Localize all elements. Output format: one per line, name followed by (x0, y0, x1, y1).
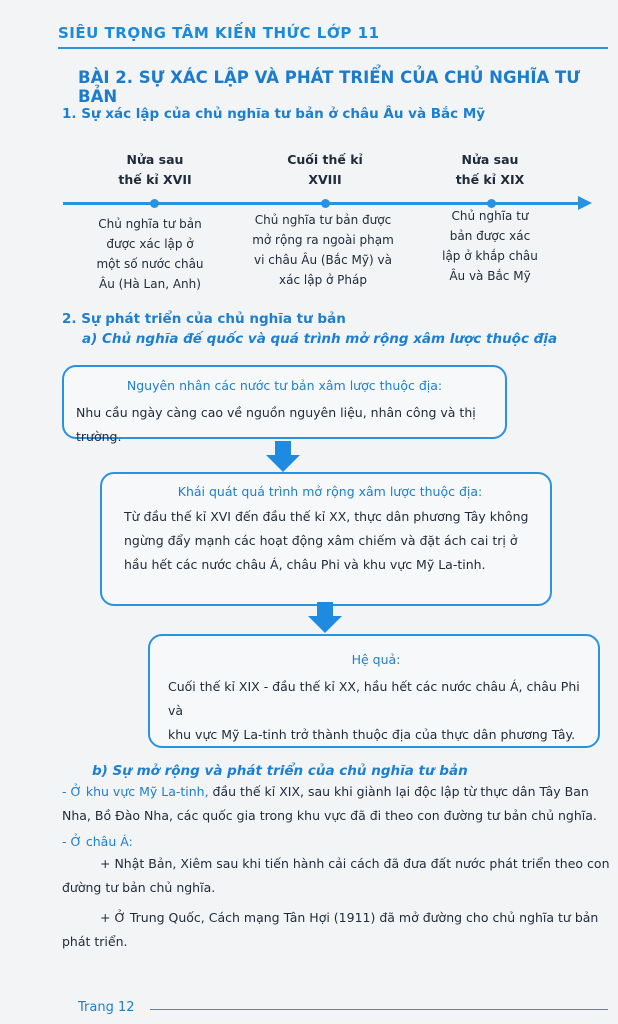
header-rule (58, 47, 608, 49)
china-line2: phát triển. (62, 934, 128, 949)
timeline-desc-line: Chủ nghĩa tư (451, 209, 529, 223)
latin-america-text: đầu thế kỉ XIX, sau khi giành lại độc lập từ thực dân Tây Ban (208, 784, 589, 799)
timeline-arrow-head (578, 196, 592, 210)
latin-america-paragraph (62, 780, 612, 828)
latin-america-text-line2: Nha, Bồ Đào Nha, các quốc gia trong khu vực đã đi theo con đường tư bản chủ nghĩa. (62, 808, 597, 823)
timeline-label (420, 150, 560, 190)
timeline-description (425, 206, 555, 286)
timeline-label (85, 150, 225, 190)
timeline-label-line: thế kỉ XVII (118, 172, 192, 187)
process-box (100, 472, 552, 606)
timeline-label (255, 150, 395, 190)
timeline-desc-line: Âu (Hà Lan, Anh) (99, 277, 201, 291)
timeline-desc-line: Chủ nghĩa tư bản (98, 217, 202, 231)
process-box-body-line: Từ đầu thế kỉ XVI đến đầu thế kỉ XX, thực dân phương Tây không (124, 509, 529, 524)
japan-siam-line1: + Nhật Bản, Xiêm sau khi tiến hành cải cách đã đưa đất nước phát triển theo con (100, 856, 610, 871)
consequence-box-body-line: Cuối thế kỉ XIX - đầu thế kỉ XX, hầu hết các nước châu Á, châu Phi và (168, 679, 580, 718)
process-box-body-line: ngừng đẩy mạnh các hoạt động xâm chiếm và đặt ách cai trị ở (124, 533, 518, 548)
timeline-desc-line: xác lập ở Pháp (279, 273, 367, 287)
consequence-box (148, 634, 600, 748)
latin-america-lead: - Ở khu vực Mỹ La-tinh, (62, 784, 209, 799)
timeline-desc-line: một số nước châu (96, 257, 204, 271)
timeline-label-line: Nửa sau (461, 152, 519, 167)
process-box-body-line: hầu hết các nước châu Á, châu Phi và khu vực Mỹ La-tinh. (124, 557, 486, 572)
timeline-desc-line: Âu và Bắc Mỹ (449, 269, 531, 283)
timeline-desc-line: bản được xác (449, 229, 531, 243)
cause-box-title: Nguyên nhân các nước tư bản xâm lược thuộc địa: (126, 378, 443, 393)
process-box-title: Khái quát quá trình mở rộng xâm lược thuộc địa: (177, 484, 483, 499)
section-1-heading: 1. Sự xác lập của chủ nghĩa tư bản ở châu Âu và Bắc Mỹ (62, 106, 486, 122)
timeline-dot (321, 199, 330, 208)
consequence-box-title: Hệ quả: (351, 652, 401, 667)
consequence-box-body-line: khu vực Mỹ La-tinh trở thành thuộc địa của thực dân phương Tây. (168, 727, 576, 742)
timeline-label-line: Nửa sau (126, 152, 184, 167)
timeline-desc-line: Chủ nghĩa tư bản được (254, 213, 392, 227)
japan-siam-paragraph (62, 852, 612, 900)
cause-box-body: Nhu cầu ngày càng cao về nguồn nguyên liệu, nhân công và thị trường. (76, 405, 476, 444)
japan-siam-line2: đường tư bản chủ nghĩa. (62, 880, 216, 895)
timeline-description (65, 214, 235, 294)
cause-box (62, 365, 507, 444)
china-paragraph (62, 906, 612, 954)
subsection-a-heading: a) Chủ nghĩa đế quốc và quá trình mở rộng xâm lược thuộc địa (82, 331, 558, 347)
timeline-desc-line: vi châu Âu (Bắc Mỹ) và (254, 253, 392, 267)
timeline-desc-line: được xác lập ở (106, 237, 194, 251)
timeline-desc-line: mở rộng ra ngoài phạm (252, 233, 394, 247)
section-2-heading: 2. Sự phát triển của chủ nghĩa tư bản (62, 311, 346, 327)
asia-lead: - Ở châu Á: (62, 834, 133, 849)
running-header-title: SIÊU TRỌNG TÂM KIẾN THỨC LỚP 11 (58, 24, 380, 42)
subsection-b-heading: b) Sự mở rộng và phát triển của chủ nghĩa tư bản (92, 763, 468, 779)
timeline-label-line: XVIII (308, 172, 342, 187)
page-number: Trang 12 (78, 1000, 135, 1015)
footer-rule (150, 1009, 608, 1010)
timeline-description (238, 210, 408, 290)
china-line1: + Ở Trung Quốc, Cách mạng Tân Hợi (1911) đã mở đường cho chủ nghĩa tư bản (100, 910, 599, 925)
timeline-label-line: thế kỉ XIX (455, 172, 525, 187)
timeline-dot (150, 199, 159, 208)
timeline-label-line: Cuối thế kỉ (287, 152, 363, 167)
timeline-desc-line: lập ở khắp châu (442, 249, 538, 263)
lesson-title: BÀI 2. SỰ XÁC LẬP VÀ PHÁT TRIỂN CỦA CHỦ NGHĨA TƯ BẢN (78, 68, 581, 106)
